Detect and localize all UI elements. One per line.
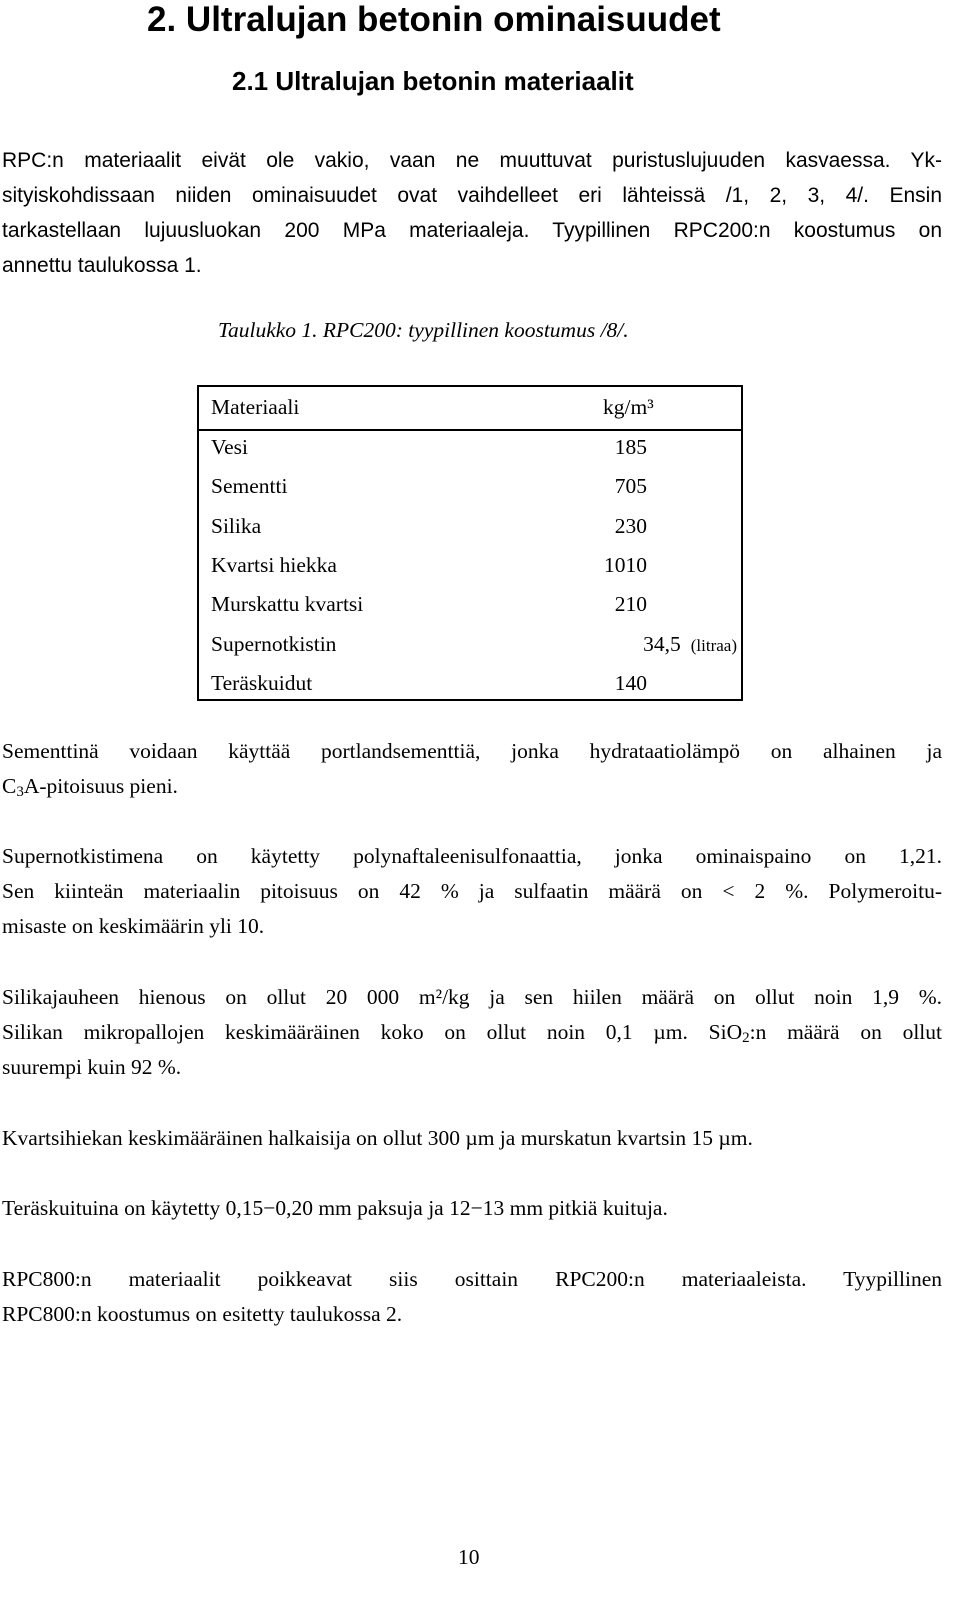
section-heading: 2.1 Ultralujan betonin materiaalit [232,66,634,96]
rpc800-paragraph [2,1262,942,1332]
table-cell-material: Murskattu kvartsi [211,592,364,616]
table-cell-value: 230 [614,514,647,538]
fiber-paragraph [2,1191,942,1226]
rpc800-line-2: RPC800:n koostumus on esitetty taulukossa 2. [2,1302,403,1326]
table-cell-value: 34,5 (litraa) [643,632,737,656]
cement-line-2: $C_3A$-pitoisuus pieni. [2,774,178,800]
page-number: 10 [458,1545,480,1569]
intro-line-2: sityiskohdissaan niiden ominaisuudet ovat vaihdelleet eri lähteissä /1, 2, 3, 4/. Ensin [2,184,942,207]
intro-paragraph [2,143,942,283]
intro-line-1: RPC:n materiaalit eivät ole vakio, vaan ne muuttuvat puristuslujuuden kasvaessa. Yk- [2,149,942,172]
intro-line-3: tarkastellaan lujuusluokan 200 MPa materiaaleja. Tyypillinen RPC200:n koostumus on [2,219,942,242]
silica-paragraph [2,980,942,1085]
table-cell-material: Teräskuidut [211,671,313,695]
table-cell-note: (litraa) [690,636,737,655]
super-line-3: misaste on keskimäärin yli 10. [2,914,265,938]
intro-line-4: annettu taulukossa 1. [2,254,202,277]
super-line-1: Supernotkistimena on käytetty polynaftaleenisulfonaattia, jonka ominaispaino on 1,21. [2,844,942,868]
cement-paragraph [2,734,942,804]
table-cell-value: 140 [614,671,647,695]
superplasticizer-paragraph [2,839,942,944]
page-heading: 2. Ultralujan betonin ominaisuudet [147,0,721,39]
silica-line-2: Silikan mikropallojen keskimääräinen koko on ollut noin 0,1 µm. SiO$_2$:n määrä on ollut [2,1020,942,1046]
header-material: Materiaali [211,395,300,419]
table-cell-value: 210 [614,592,647,616]
table-cell-value: 705 [614,474,647,498]
table-cell-value: 185 [614,435,647,459]
table-caption: Taulukko 1. RPC200: tyypillinen koostumus /8/. [218,318,629,342]
table-cell-value: 1010 [604,553,647,577]
table-cell-material: Silika [211,514,262,538]
rpc800-line-1: RPC800:n materiaalit poikkeavat siis osittain RPC200:n materiaaleista. Tyypillinen [2,1267,942,1291]
table-cell-material: Vesi [211,435,249,459]
fiber-line-1: Teräskuituina on käytetty 0,15−0,20 mm paksuja ja 12−13 mm pitkiä kuituja. [2,1196,668,1220]
silica-line-3: suurempi kuin 92 %. [2,1055,182,1079]
cement-line-1: Sementtinä voidaan käyttää portlandsementtiä, jonka hydrataatiolämpö on alhainen ja [2,739,942,763]
composition-table [197,385,743,701]
header-unit: kg/m³ [603,395,654,419]
super-line-2: Sen kiinteän materiaalin pitoisuus on 42 % ja sulfaatin määrä on < 2 %. Polymeroitu- [2,879,942,903]
table-cell-material: Supernotkistin [211,632,337,656]
quartz-line-1: Kvartsihiekan keskimääräinen halkaisija on ollut 300 µm ja murskatun kvartsin 15 µm. [2,1126,753,1150]
silica-line-1: Silikajauheen hienous on ollut 20 000 m²/kg ja sen hiilen määrä on ollut noin 1,9 %. [2,985,942,1009]
table-cell-material: Sementti [211,474,288,498]
table-cell-material: Kvartsi hiekka [211,553,337,577]
table-header-row [199,387,741,431]
quartz-paragraph [2,1121,942,1156]
